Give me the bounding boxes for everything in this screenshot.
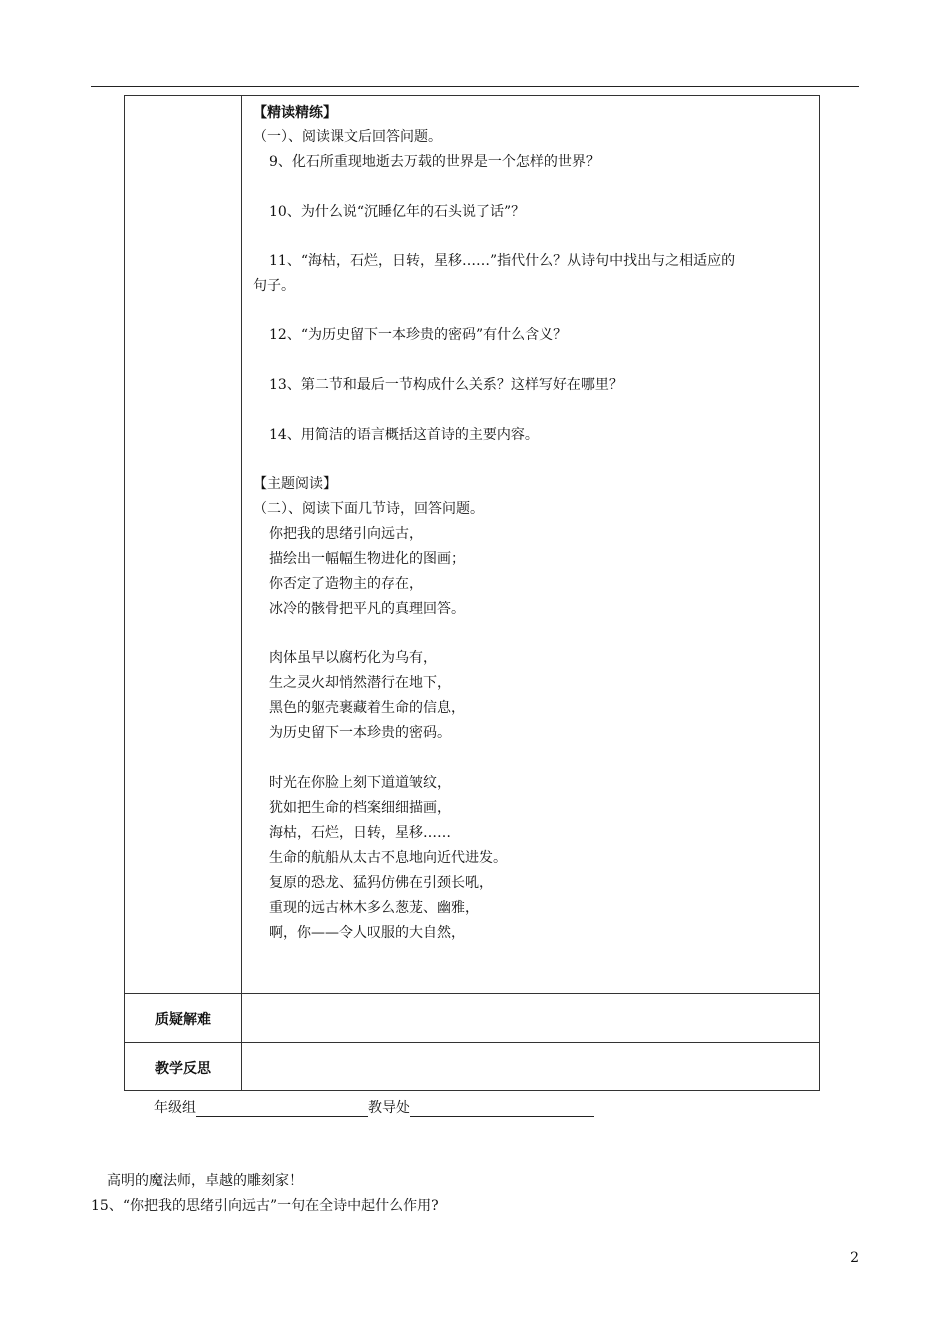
poem-line: 描绘出一幅幅生物进化的图画； bbox=[269, 551, 465, 567]
teaching-office-label: 教导处 bbox=[368, 1100, 410, 1116]
poem-line: 黑色的躯壳裹藏着生命的信息， bbox=[269, 700, 465, 716]
poem-line: 犹如把生命的档案细细描画， bbox=[269, 800, 451, 816]
poem-line: 啊，你——令人叹服的大自然， bbox=[269, 925, 465, 941]
signature-row bbox=[154, 1097, 594, 1117]
poem-line: 复原的恐龙、猛犸仿佛在引颈长吼， bbox=[269, 875, 493, 891]
question-13: 13、第二节和最后一节构成什么关系？这样写好在哪里？ bbox=[269, 377, 623, 393]
question-15: 15、“你把我的思绪引向远古”一句在全诗中起什么作用? bbox=[91, 1198, 439, 1214]
poem-line: 你把我的思绪引向远古， bbox=[269, 526, 423, 542]
poem-line: 冰冷的骸骨把平凡的真理回答。 bbox=[269, 601, 465, 617]
grade-group-line bbox=[196, 1102, 368, 1117]
question-11: 11、“海枯，石烂，日转，星移……”指代什么？从诗句中找出与之相适应的 bbox=[269, 253, 736, 269]
poem-line: 海枯，石烂，日转，星移…… bbox=[269, 825, 451, 841]
row-divider bbox=[125, 993, 819, 994]
poem-line: 时光在你脸上刻下道道皱纹， bbox=[269, 775, 451, 791]
row-divider bbox=[125, 1042, 819, 1043]
page-number: 2 bbox=[850, 1250, 859, 1266]
reading-section: （一）、阅读课文后回答问题。 bbox=[253, 129, 442, 145]
reflection-row-label: 教学反思 bbox=[155, 1061, 211, 1077]
poem-line: 你否定了造物主的存在， bbox=[269, 576, 423, 592]
questions-row-label: 质疑解难 bbox=[155, 1012, 211, 1028]
theme-heading: 【主题阅读】 bbox=[253, 476, 337, 492]
teaching-office-line bbox=[410, 1102, 594, 1117]
lesson-table bbox=[124, 95, 820, 1091]
poem-line: 生之灵火却悄然潜行在地下， bbox=[269, 675, 451, 691]
header-rule bbox=[91, 86, 859, 87]
reading-heading: 【精读精练】 bbox=[253, 105, 337, 121]
grade-group-label: 年级组 bbox=[154, 1100, 196, 1116]
poem-line: 肉体虽早以腐朽化为乌有， bbox=[269, 650, 437, 666]
poem-last-line: 高明的魔法师，卓越的雕刻家！ bbox=[107, 1173, 303, 1189]
question-11-cont: 句子。 bbox=[253, 278, 295, 294]
question-14: 14、用简洁的语言概括这首诗的主要内容。 bbox=[269, 427, 539, 443]
theme-section: （二）、阅读下面几节诗，回答问题。 bbox=[253, 501, 484, 517]
question-9: 9、化石所重现地逝去万载的世界是一个怎样的世界？ bbox=[269, 154, 600, 170]
poem-line: 重现的远古林木多么葱茏、幽雅， bbox=[269, 900, 479, 916]
column-divider bbox=[241, 96, 242, 1090]
poem-line: 生命的航船从太古不息地向近代进发。 bbox=[269, 850, 507, 866]
question-10: 10、为什么说“沉睡亿年的石头说了话”？ bbox=[269, 204, 526, 220]
poem-line: 为历史留下一本珍贵的密码。 bbox=[269, 725, 451, 741]
question-12: 12、“为历史留下一本珍贵的密码”有什么含义？ bbox=[269, 327, 568, 343]
